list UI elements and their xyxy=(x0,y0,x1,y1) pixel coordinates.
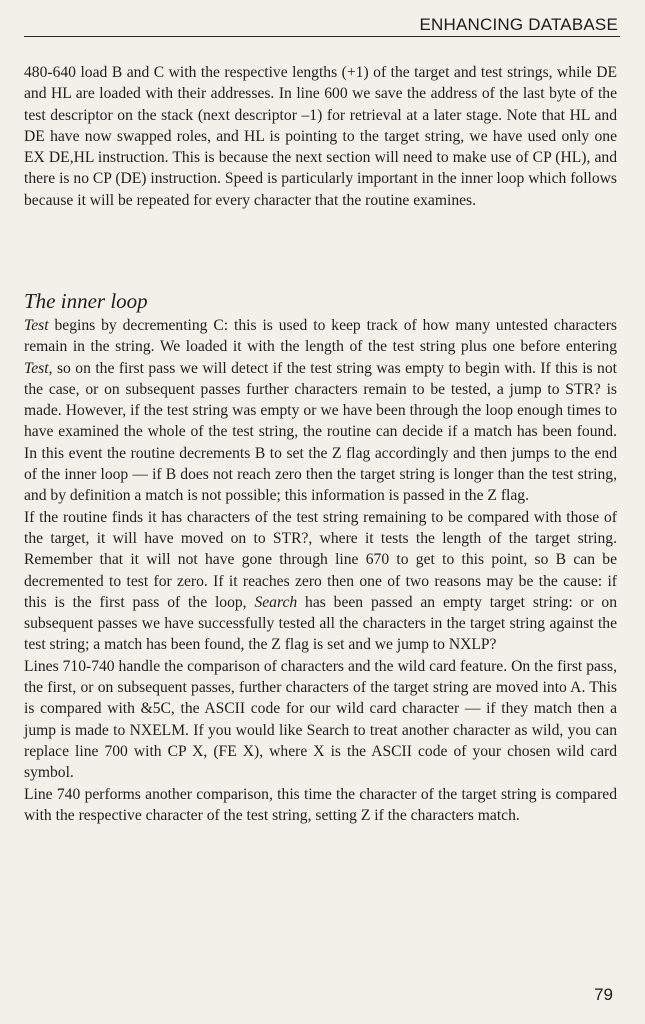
paragraph-text: , so on the first pass we will detect if the test string was empty to begin with. If this is not the case, or on subsequent passes further characters remain to be tested, a jump to STR? is made. However, if the test string was empty or we have been through the loop enough times to have examined the whole of the test string, the routine can decide if a match has been found. In this event the routine decrements B to set the Z flag accordingly and then jumps to the end of the inner loop — if B does not reach zero then the target string is longer than the test string, and by definition a match is not possible; this information is passed in the Z flag. xyxy=(24,359,617,505)
paragraph-text: has been passed an empty target string: or on subsequent passes we have successfully tested all the characters in the target string against the test string; a match has been found, the Z flag is set and we jump to NXLP? xyxy=(24,593,617,654)
section-heading: The inner loop xyxy=(24,289,148,313)
paragraph-text: begins by decrementing C: this is used to keep track of how many untested characters remain in the string. We loaded it with the length of the test string plus one before entering xyxy=(24,317,617,356)
italic-term: Test xyxy=(24,359,49,377)
section-body xyxy=(24,315,617,826)
intro-paragraph xyxy=(24,62,617,211)
paragraph-test-begins xyxy=(24,315,617,507)
paragraph-wild-card: Lines 710-740 handle the comparison of characters and the wild card feature. On the first pass, the first, or on subsequent passes, further characters of the target string are moved into A. This is compared with &5C, the ASCII code for our wild card character — if they match then a jump is made to NXELM. If you would like Search to treat another character as wild, you can replace line 700 with CP X, (FE X), where X is the ASCII code of your chosen wild card symbol. xyxy=(24,657,617,782)
intro-paragraph-text: 480-640 load B and C with the respective lengths (+1) of the target and test strings, while DE and HL are loaded with their addresses. In line 600 we save the address of the last byte of the test descriptor on the stack (next descriptor –1) for retrieval at a later stage. Note that HL and DE have now swapped roles, and HL is pointing to the target string, we have used only one EX DE,HL instruction. This is because the next section will need to make use of CP (HL), and there is no CP (DE) instruction. Speed is particularly important in the inner loop which follows because it will be repeated for every character that the routine examines. xyxy=(24,64,617,209)
running-header: ENHANCING DATABASE xyxy=(419,15,618,34)
italic-term: Search xyxy=(254,593,298,611)
header-rule xyxy=(24,36,620,37)
italic-term: Test xyxy=(24,317,49,334)
paragraph-line-740: Line 740 performs another comparison, this time the character of the target string is compared with the respective character of the test string, setting Z if the characters match. xyxy=(24,785,617,824)
paragraph-str-check xyxy=(24,507,617,656)
paragraph-text: If the routine finds it has characters of the test string remaining to be compared with those of the target, it will have moved on to STR?, where it tests the length of the target string. Remember that it will not have gone through line 670 to get to this point, so B can be decremented to test for zero. If it reaches zero then one of two reasons may be the cause: if this is the first pass of the loop, xyxy=(24,508,617,611)
page-number: 79 xyxy=(594,985,613,1004)
